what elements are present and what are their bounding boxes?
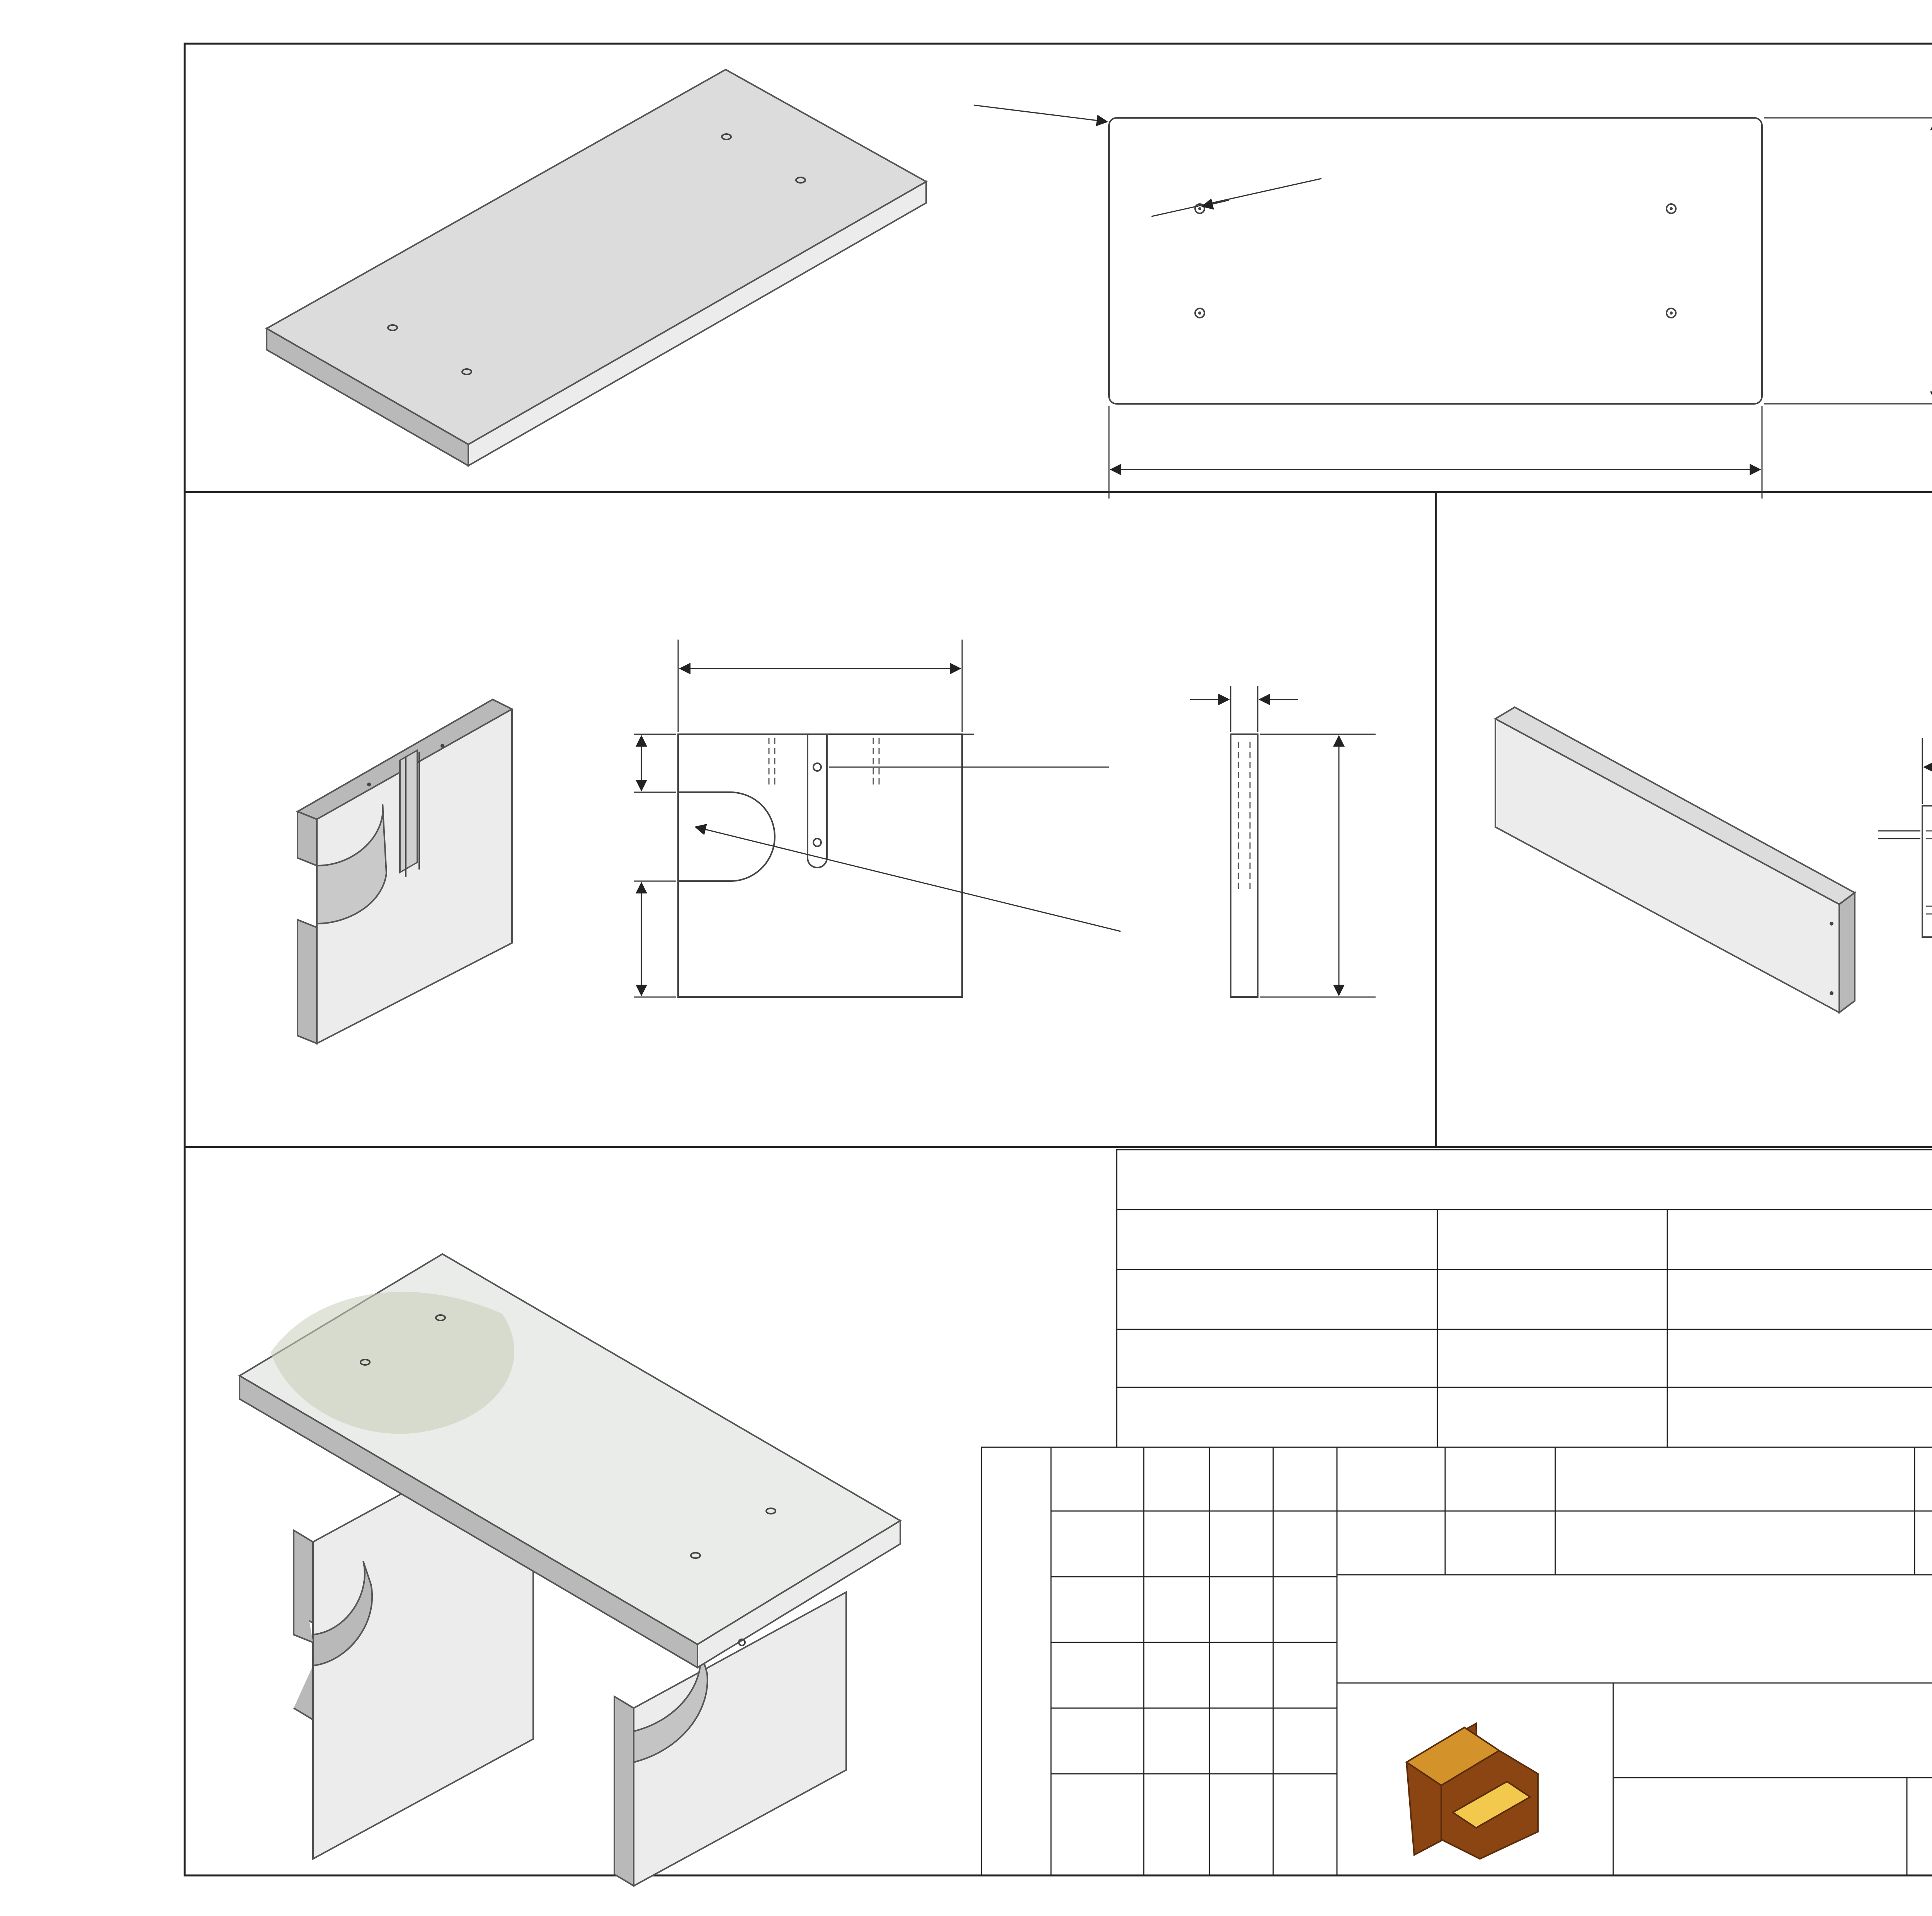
lateral-side-view <box>1190 686 1376 997</box>
tolerance-table <box>981 1447 1337 1875</box>
base-top-view <box>974 105 1932 499</box>
base-isometric-view <box>267 70 926 466</box>
assembly-isometric-view <box>240 1254 900 1886</box>
lateral-front-view <box>634 640 1121 997</box>
back-front-view <box>1878 738 1932 937</box>
company-logo <box>1406 1724 1538 1859</box>
back-isometric-view <box>1495 707 1855 1012</box>
lateral-isometric-view <box>298 699 512 1043</box>
parts-list-table <box>1117 1150 1932 1447</box>
